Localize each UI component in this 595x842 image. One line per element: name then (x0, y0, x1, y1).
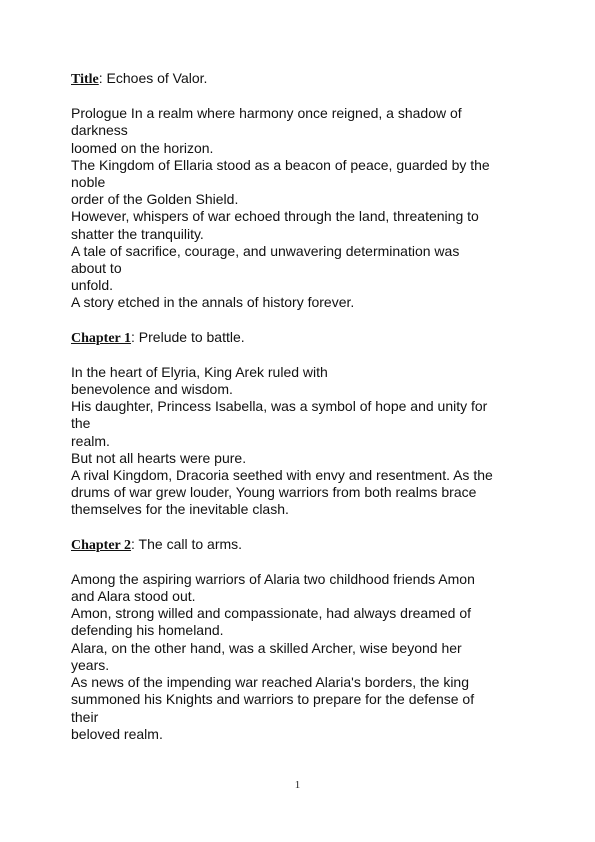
chapter-2-title: : The call to arms. (131, 535, 243, 552)
chapter-2-line: summoned his Knights and warriors to prepare for the defense of (71, 691, 475, 708)
prologue-line: Prologue In a realm where harmony once reigned, a shadow of (71, 105, 462, 122)
chapter-2-line: their (71, 708, 99, 725)
document-body (71, 70, 541, 743)
chapter-2-label: Chapter 2 (71, 537, 132, 553)
chapter-1-line: the (71, 415, 91, 432)
chapter-2-line: defending his homeland. (71, 622, 224, 639)
chapter-1-line: A rival Kingdom, Dracoria seethed with envy and resentment. As the (71, 467, 493, 484)
chapter-1-section (71, 364, 541, 519)
spacer (71, 312, 541, 329)
prologue-line: loomed on the horizon. (71, 139, 214, 156)
chapter-2-line: beloved realm. (71, 725, 163, 742)
prologue-line: shatter the tranquility. (71, 225, 204, 242)
spacer (71, 554, 541, 571)
chapter-2-heading (71, 536, 541, 554)
chapter-2-line: Among the aspiring warriors of Alaria two childhood friends Amon (71, 570, 475, 587)
prologue-line: A tale of sacrifice, courage, and unwavering determination was (71, 242, 460, 259)
chapter-1-label: Chapter 1 (71, 330, 132, 346)
prologue-section (71, 105, 541, 311)
chapter-1-title: : Prelude to battle. (131, 328, 245, 345)
chapter-2-line: As news of the impending war reached Alaria's borders, the king (71, 674, 470, 691)
prologue-line: darkness (71, 122, 128, 139)
prologue-line: noble (71, 174, 106, 191)
chapter-1-line: drums of war grew louder, Young warriors from both realms brace (71, 484, 477, 501)
chapter-2-line: and Alara stood out. (71, 588, 196, 605)
spacer (71, 347, 541, 364)
chapter-1-line: benevolence and wisdom. (71, 381, 233, 398)
chapter-2-line: Amon, strong willed and compassionate, had always dreamed of (71, 605, 471, 622)
spacer (71, 519, 541, 536)
prologue-line: However, whispers of war echoed through the land, threatening to (71, 208, 479, 225)
title-text: : Echoes of Valor. (98, 70, 208, 86)
chapter-1-line: His daughter, Princess Isabella, was a symbol of hope and unity for (71, 398, 488, 415)
spacer (71, 88, 541, 105)
chapter-2-section (71, 571, 541, 743)
chapter-1-line: In the heart of Elyria, King Arek ruled with (71, 363, 328, 380)
prologue-line: about to (71, 260, 122, 277)
prologue-line: A story etched in the annals of history forever. (71, 294, 355, 311)
title-label: Title (71, 72, 99, 87)
chapter-2-line: Alara, on the other hand, was a skilled Archer, wise beyond her (71, 639, 462, 656)
chapter-1-line: But not all hearts were pure. (71, 449, 247, 466)
chapter-1-heading (71, 329, 541, 347)
document-title (71, 70, 541, 88)
chapter-1-line: themselves for the inevitable clash. (71, 501, 289, 518)
page-number: 1 (294, 779, 301, 791)
chapter-2-line: years. (71, 656, 110, 673)
prologue-line: order of the Golden Shield. (71, 191, 239, 208)
prologue-line: The Kingdom of Ellaria stood as a beacon of peace, guarded by the (71, 156, 490, 173)
chapter-1-line: realm. (71, 432, 110, 449)
prologue-line: unfold. (71, 277, 114, 294)
